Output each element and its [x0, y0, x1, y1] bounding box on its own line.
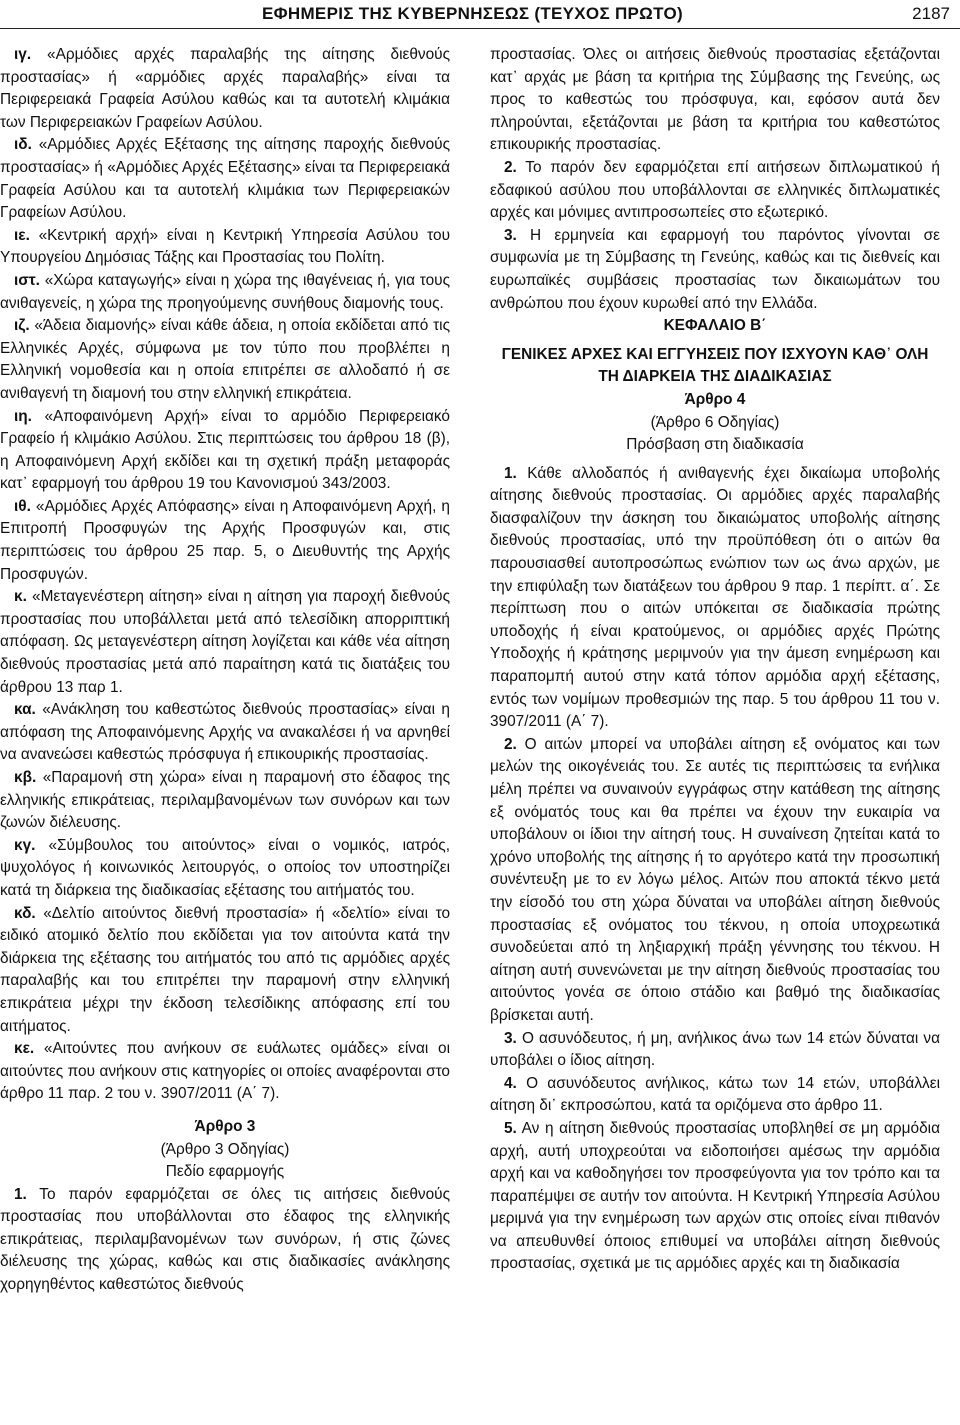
definition-paragraph: κ. «Μεταγενέστερη αίτηση» είναι η αίτηση για παροχή διεθνούς προστασίας που υποβάλλεται μετά από τελεσίδικη απορριπτική απόφαση. Ως μεταγενέστερη αίτηση λογίζεται και κάθε νέα αίτηση διεθνούς προστασίας μετά από παραίτηση κατά τις διατάξεις του άρθρου 13 παρ 1. — [0, 588, 450, 696]
article-paragraph: 1. Κάθε αλλοδαπός ή ανιθαγενής έχει δικαίωμα υποβολής αίτησης διεθνούς προστασίας. Οι αρμόδιες αρχές παραλαβής διασφαλίζουν την άσκηση του δικαιώματος υποβολής αίτησης διεθνούς προστασίας, υπό την προϋπόθεση ότι ο αιτών θα παρουσιασθεί αυτοπροσώπως ενώπιον των ως άνω αρχών, με την επιφύλαξη των διατάξεων του άρθρου 9 παρ. 1 περίπτ. α΄. Σε περίπτωση που ο αιτών υπόκειται σε διαδικασία πρώτης υποδοχής ή είναι κρατούμενος, οι αρμόδιες αρχές Πρώτης Υποδοχής ή κράτησης μεριμνούν για την άμεση ενημέρωση και παραπομπή αυτού στην κατά τόπον αρμόδια αρχή εξέτασης, εντός των νομίμων προθεσμιών της παρ. 5 του άρθρου 11 του ν. 3907/2011 (Α΄ 7). — [490, 464, 940, 731]
article-paragraph: προστασίας. Όλες οι αιτήσεις διεθνούς προστασίας εξετάζονται κατ᾽ αρχάς με βάση τα κριτήρια της Σύμβασης της Γενεύης, ως προς το καθεστώς του πρόσφυγα, και, εφόσον αυτά δεν πληρούνται, εξετάζονται με βάση τα κριτήρια του καθεστώτος επικουρικής προστασίας. — [490, 46, 940, 154]
article-4-subject: Πρόσβαση στη διαδικασία — [626, 436, 804, 454]
article-paragraph: 3. Ο ασυνόδευτος, ή μη, ανήλικος άνω των 14 ετών δύναται να υποβάλει ο ίδιος αίτηση. — [490, 1029, 940, 1070]
article-4-title: Άρθρο 4 — [684, 390, 746, 408]
definition-paragraph: κγ. «Σύμβουλος του αιτούντος» είναι ο νομικός, ιατρός, ψυχολόγος ή κοινωνικός λειτουργός, ο οποίος τον υποστηρίζει κατά τη διάρκεια της διαδικασίας εξέτασης του αιτήματός του. — [0, 836, 450, 899]
header-rule — [0, 28, 960, 29]
article-paragraph: 2. Το παρόν δεν εφαρμόζεται επί αιτήσεων διπλωματικού ή εδαφικού ασύλου που υποβάλλονται σε ελληνικές διπλωματικές αρχές και μόνιμες αντιπροσωπείες στο εξωτερικό. — [490, 158, 940, 222]
definition-paragraph: ιθ. «Αρμόδιες Αρχές Απόφασης» είναι η Αποφαινόμενη Αρχή, η Επιτροπή Προσφυγών της Αρχής Προσφυγών και, στις περιπτώσεις του άρθρου 25 παρ. 5, ο Διευθυντής της Αρχής Προσφυγών. — [0, 497, 450, 583]
chapter-heading: ΚΕΦΑΛΑΙΟ Β΄ — [663, 317, 767, 335]
article-3-directive-ref: (Άρθρο 3 Οδηγίας) — [160, 1140, 290, 1158]
article-4-directive-ref: (Άρθρο 6 Οδηγίας) — [650, 413, 780, 431]
chapter-title: ΓΕΝΙΚΕΣ ΑΡΧΕΣ ΚΑΙ ΕΓΓΥΗΣΕΙΣ ΠΟΥ ΙΣΧΥΟΥΝ ΚΑΘ᾽ ΟΛΗ ΤΗ ΔΙΑΡΚΕΙΑ ΤΗΣ ΔΙΑΔΙΚΑΣΙΑΣ — [501, 345, 929, 386]
article-paragraph: 1. Το παρόν εφαρμόζεται σε όλες τις αιτήσεις διεθνούς προστασίας που υποβάλλονται στο έδαφος της ελληνικής επικράτειας, περιλαμβανομένων των συνόρων, ή στις ζώνες διέλευσης της χώρας, καθώς και στις διαδικασίες ανάκλησης χορηγηθέντος καθεστώτος διεθνούς — [0, 1185, 450, 1294]
article-paragraph: 4. Ο ασυνόδευτος ανήλικος, κάτω των 14 ετών, υποβάλλει αίτηση δι᾽ εκπροσώπου, κατά τα οριζόμενα στο άρθρο 11. — [490, 1074, 940, 1115]
definition-paragraph: ιδ. «Αρμόδιες Αρχές Εξέτασης της αίτησης παροχής διεθνούς προστασίας» ή «Αρμόδιες Αρχές Εξέτασης» είναι τα Περιφερειακά Γραφεία Ασύλου και τα αυτοτελή κλιμάκια των Περιφερειακών Γραφείων Ασύλου. — [0, 136, 450, 222]
definition-paragraph: κε. «Αιτούντες που ανήκουν σε ευάλωτες ομάδες» είναι οι αιτούντες που ανήκουν στις κατηγορίες οι οποίες αναφέρονται στο άρθρο 11 παρ. 2 του ν. 3907/2011 (Α΄ 7). — [0, 1040, 450, 1103]
definition-paragraph: ιζ. «Άδεια διαμονής» είναι κάθε άδεια, η οποία εκδίδεται από τις Ελληνικές Αρχές, σύμφωνα με τον τύπο που προβλέπει η Ελληνική νομοθεσία και η οποία επιτρέπει σε αλλοδαπό ή σε ανιθαγενή τη διαμονή του στην ελληνική επικράτεια. — [0, 317, 450, 402]
article-paragraph: 3. Η ερμηνεία και εφαρμογή του παρόντος γίνονται σε συμφωνία με τη Σύμβασης τη Γενεύης, καθώς και τις διεθνείς και ευρωπαϊκές συμβάσεις προστασίας των δικαιωμάτων του ανθρώπου που έχουν κυρωθεί από την Ελλάδα. — [490, 226, 940, 312]
article-paragraph: 5. Αν η αίτηση διεθνούς προστασίας υποβληθεί σε μη αρμόδια αρχή, αυτή υποχρεούται να ειδοποιήσει αμέσως την αρμόδια αρχή και να καθοδηγήσει τον προσφεύγοντα για τον τρόπο και τα παραπέμψει σε αυτήν τον αιτούντα. Η Κεντρική Υπηρεσία Ασύλου μεριμνά για την ενημέρωση των αρχών στις οποίες είναι πιθανόν να απευθυνθεί όποιος επιθυμεί να υποβάλει αίτηση διεθνούς προστασίας, σχετικά με τις αρμόδιες αρχές και τη διαδικασία — [490, 1119, 940, 1273]
right-column — [490, 44, 940, 1276]
definition-paragraph: κδ. «Δελτίο αιτούντος διεθνή προστασία» ή «δελτίο» είναι το ειδικό ατομικό δελτίο που εκδίδεται για τον αιτούντα κατά την διάρκεια της εξέτασης του αιτήματός του από τις αρμόδιες αρχές παραλαβής και του επιτρέπει την παραμονή στην ελληνική επικράτεια μέχρι την έκδοση τελεσίδικης απόφασης επί του αιτήματος. — [0, 904, 450, 1035]
definition-paragraph: ιστ. «Χώρα καταγωγής» είναι η χώρα της ιθαγένειας ή, για τους ανιθαγενείς, η χώρα της προηγούμενης συνήθους διαμονής τους. — [0, 271, 450, 312]
definition-paragraph: ιγ. «Αρμόδιες αρχές παραλαβής της αίτησης διεθνούς προστασίας» ή «αρμόδιες αρχές παραλαβής» είναι τα Περιφερειακά Γραφεία Ασύλου καθώς και τα αυτοτελή κλιμάκια των Περιφερειακών Γραφείων Ασύλου. — [0, 46, 450, 131]
definition-paragraph: ιη. «Αποφαινόμενη Αρχή» είναι το αρμόδιο Περιφερειακό Γραφείο ή κλιμάκιο Ασύλου. Στις περιπτώσεις του άρθρου 18 (β), η Αποφαινόμενη Αρχή εκδίδει και τη σχετική πράξη μεταφοράς κατ᾽ εφαρμογή του άρθρου 19 του Κανονισμού 343/2003. — [0, 407, 450, 493]
page-number: 2187 — [912, 4, 950, 23]
article-paragraph: 2. Ο αιτών μπορεί να υποβάλει αίτηση εξ ονόματος και των μελών της οικογένειάς του. Σε αυτές τις περιπτώσεις τα ενήλικα μέλη πρέπει να συναινούν εγγράφως στην κατάθεση της αίτησης εξ ονόματός τους και θα πρέπει να έχουν την ευκαιρία να υποβάλουν οι ίδιοι την αίτησή τους. Η συναίνεση ζητείται κατά το χρόνο υποβολής της αίτησης ή το αργότερο κατά την προσωπική συνέντευξη με το εν λόγω μέλος. Αιτών που αποκτά τέκνο μετά την είσοδό του στη χώρα δύναται να υποβάλει αίτηση διεθνούς προστασίας εξ ονόματος του τέκνου, η οποία υποχρεωτικά συνοδεύεται από τη ληξιαρχική πράξη γέννησης του τέκνου. Η αίτηση αυτή συνενώνεται με την αίτηση διεθνούς προστασίας του αιτούντος γονέα σε όποιο στάδιο και βαθμό της διαδικασίας βρίσκεται αυτή. — [490, 735, 940, 1024]
article-3-title: Άρθρο 3 — [194, 1117, 256, 1135]
definition-paragraph: ιε. «Κεντρική αρχή» είναι η Κεντρική Υπηρεσία Ασύλου του Υπουργείου Δημόσιας Τάξης και Προστασίας του Πολίτη. — [0, 226, 450, 267]
definition-paragraph: κβ. «Παραμονή στη χώρα» είναι η παραμονή στο έδαφος της ελληνικής επικράτειας, περιλαμβανομένων των συνόρων και των ζωνών διέλευσης. — [0, 769, 450, 832]
page-header — [0, 0, 960, 26]
left-column — [0, 44, 450, 1297]
journal-title: ΕΦΗΜΕΡΙΣ ΤΗΣ ΚΥΒΕΡΝΗΣΕΩΣ (ΤΕΥΧΟΣ ΠΡΩΤΟ) — [262, 4, 683, 23]
definition-paragraph: κα. «Ανάκληση του καθεστώτος διεθνούς προστασίας» είναι η απόφαση της Αποφαινόμενης Αρχής να ανακαλέσει ή να αρνηθεί να ανανεώσει καθεστώς πρόσφυγα ή επικουρικής προστασίας. — [0, 701, 450, 764]
article-3-subject: Πεδίο εφαρμογής — [165, 1163, 285, 1181]
